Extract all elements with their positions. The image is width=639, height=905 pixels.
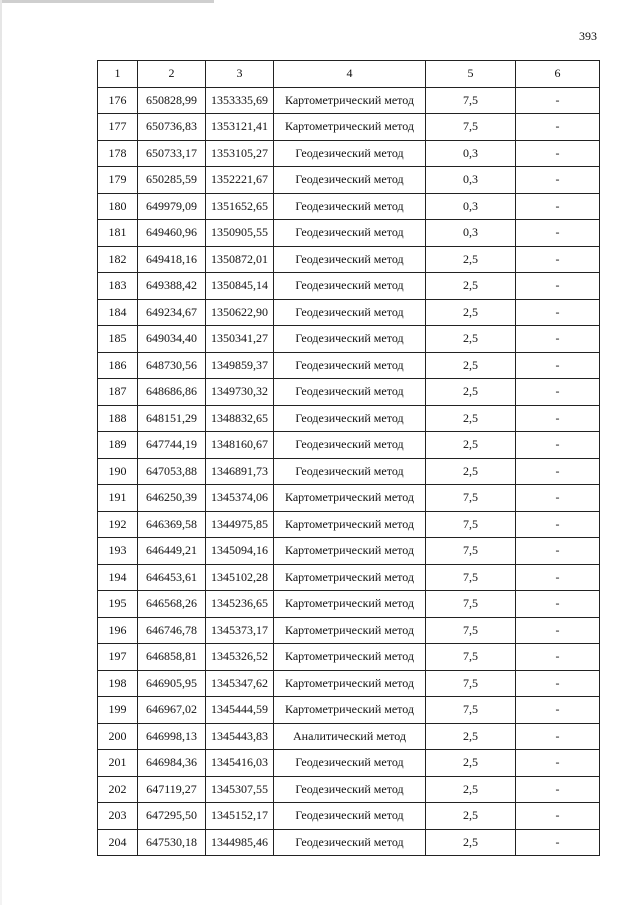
method-cell: Картометрический метод [274,538,426,565]
note-cell: - [516,670,600,697]
x-coordinate-cell: 647119,27 [138,776,206,803]
method-cell: Геодезический метод [274,458,426,485]
point-number-cell: 178 [98,140,138,167]
method-cell: Геодезический метод [274,829,426,856]
accuracy-cell: 2,5 [426,432,516,459]
y-coordinate-cell: 1345102,28 [206,564,274,591]
method-cell: Геодезический метод [274,803,426,830]
y-coordinate-cell: 1345444,59 [206,697,274,724]
y-coordinate-cell: 1346891,73 [206,458,274,485]
point-number-cell: 195 [98,591,138,618]
y-coordinate-cell: 1345416,03 [206,750,274,777]
header-cell-3: 3 [206,61,274,88]
accuracy-cell: 2,5 [426,299,516,326]
x-coordinate-cell: 650285,59 [138,167,206,194]
accuracy-cell: 2,5 [426,379,516,406]
method-cell: Геодезический метод [274,299,426,326]
y-coordinate-cell: 1351652,65 [206,193,274,220]
accuracy-cell: 7,5 [426,564,516,591]
table-row [98,273,600,300]
accuracy-cell: 2,5 [426,352,516,379]
table-row [98,723,600,750]
table-row [98,87,600,114]
method-cell: Картометрический метод [274,670,426,697]
method-cell: Геодезический метод [274,273,426,300]
y-coordinate-cell: 1353105,27 [206,140,274,167]
x-coordinate-cell: 650736,83 [138,114,206,141]
point-number-cell: 197 [98,644,138,671]
header-cell-5: 5 [426,61,516,88]
x-coordinate-cell: 646568,26 [138,591,206,618]
table-row [98,326,600,353]
note-cell: - [516,379,600,406]
accuracy-cell: 7,5 [426,485,516,512]
y-coordinate-cell: 1345443,83 [206,723,274,750]
x-coordinate-cell: 647053,88 [138,458,206,485]
y-coordinate-cell: 1345094,16 [206,538,274,565]
point-number-cell: 179 [98,167,138,194]
note-cell: - [516,458,600,485]
note-cell: - [516,352,600,379]
table-row [98,193,600,220]
method-cell: Геодезический метод [274,220,426,247]
table-row [98,803,600,830]
y-coordinate-cell: 1345347,62 [206,670,274,697]
table-row [98,617,600,644]
method-cell: Картометрический метод [274,114,426,141]
x-coordinate-cell: 646449,21 [138,538,206,565]
method-cell: Геодезический метод [274,379,426,406]
x-coordinate-cell: 647744,19 [138,432,206,459]
accuracy-cell: 7,5 [426,114,516,141]
coordinates-table [97,60,600,856]
point-number-cell: 185 [98,326,138,353]
method-cell: Геодезический метод [274,432,426,459]
note-cell: - [516,803,600,830]
scan-edge-mark-left [0,0,2,905]
header-cell-6: 6 [516,61,600,88]
y-coordinate-cell: 1348832,65 [206,405,274,432]
method-cell: Картометрический метод [274,617,426,644]
accuracy-cell: 2,5 [426,829,516,856]
point-number-cell: 193 [98,538,138,565]
point-number-cell: 202 [98,776,138,803]
point-number-cell: 184 [98,299,138,326]
accuracy-cell: 2,5 [426,750,516,777]
table-row [98,644,600,671]
table-row [98,776,600,803]
table-row [98,458,600,485]
accuracy-cell: 0,3 [426,167,516,194]
accuracy-cell: 0,3 [426,220,516,247]
accuracy-cell: 2,5 [426,405,516,432]
x-coordinate-cell: 646905,95 [138,670,206,697]
note-cell: - [516,114,600,141]
method-cell: Картометрический метод [274,591,426,618]
note-cell: - [516,776,600,803]
accuracy-cell: 7,5 [426,87,516,114]
table-row [98,246,600,273]
note-cell: - [516,220,600,247]
table-row [98,140,600,167]
point-number-cell: 182 [98,246,138,273]
note-cell: - [516,299,600,326]
y-coordinate-cell: 1344975,85 [206,511,274,538]
accuracy-cell: 2,5 [426,326,516,353]
point-number-cell: 177 [98,114,138,141]
note-cell: - [516,326,600,353]
x-coordinate-cell: 646453,61 [138,564,206,591]
point-number-cell: 186 [98,352,138,379]
x-coordinate-cell: 646984,36 [138,750,206,777]
method-cell: Аналитический метод [274,723,426,750]
accuracy-cell: 0,3 [426,193,516,220]
x-coordinate-cell: 650828,99 [138,87,206,114]
table-row [98,485,600,512]
header-row [98,61,600,88]
point-number-cell: 198 [98,670,138,697]
y-coordinate-cell: 1350341,27 [206,326,274,353]
y-coordinate-cell: 1345373,17 [206,617,274,644]
accuracy-cell: 7,5 [426,617,516,644]
y-coordinate-cell: 1345152,17 [206,803,274,830]
x-coordinate-cell: 648730,56 [138,352,206,379]
point-number-cell: 200 [98,723,138,750]
accuracy-cell: 2,5 [426,723,516,750]
point-number-cell: 196 [98,617,138,644]
point-number-cell: 201 [98,750,138,777]
x-coordinate-cell: 649418,16 [138,246,206,273]
x-coordinate-cell: 649388,42 [138,273,206,300]
x-coordinate-cell: 647530,18 [138,829,206,856]
method-cell: Картометрический метод [274,564,426,591]
header-cell-1: 1 [98,61,138,88]
x-coordinate-cell: 649460,96 [138,220,206,247]
point-number-cell: 199 [98,697,138,724]
x-coordinate-cell: 648686,86 [138,379,206,406]
table-row [98,432,600,459]
point-number-cell: 204 [98,829,138,856]
x-coordinate-cell: 649979,09 [138,193,206,220]
accuracy-cell: 7,5 [426,644,516,671]
table-row [98,167,600,194]
point-number-cell: 189 [98,432,138,459]
scan-edge-mark-top [0,0,214,3]
x-coordinate-cell: 646967,02 [138,697,206,724]
accuracy-cell: 2,5 [426,273,516,300]
note-cell: - [516,246,600,273]
table-row [98,352,600,379]
note-cell: - [516,538,600,565]
accuracy-cell: 2,5 [426,803,516,830]
note-cell: - [516,273,600,300]
method-cell: Геодезический метод [274,750,426,777]
point-number-cell: 187 [98,379,138,406]
accuracy-cell: 7,5 [426,538,516,565]
y-coordinate-cell: 1353121,41 [206,114,274,141]
table-row [98,379,600,406]
method-cell: Картометрический метод [274,87,426,114]
method-cell: Картометрический метод [274,644,426,671]
point-number-cell: 181 [98,220,138,247]
point-number-cell: 191 [98,485,138,512]
note-cell: - [516,617,600,644]
x-coordinate-cell: 646998,13 [138,723,206,750]
note-cell: - [516,511,600,538]
y-coordinate-cell: 1350622,90 [206,299,274,326]
table-row [98,299,600,326]
accuracy-cell: 2,5 [426,776,516,803]
note-cell: - [516,87,600,114]
table-row [98,591,600,618]
note-cell: - [516,432,600,459]
accuracy-cell: 7,5 [426,670,516,697]
y-coordinate-cell: 1345236,65 [206,591,274,618]
note-cell: - [516,405,600,432]
note-cell: - [516,167,600,194]
table-row [98,670,600,697]
table-row [98,114,600,141]
note-cell: - [516,193,600,220]
table-row [98,750,600,777]
note-cell: - [516,485,600,512]
method-cell: Геодезический метод [274,405,426,432]
accuracy-cell: 2,5 [426,458,516,485]
table-row [98,829,600,856]
method-cell: Геодезический метод [274,246,426,273]
page-number: 393 [579,29,597,43]
point-number-cell: 183 [98,273,138,300]
method-cell: Геодезический метод [274,140,426,167]
table-row [98,511,600,538]
accuracy-cell: 2,5 [426,246,516,273]
method-cell: Геодезический метод [274,326,426,353]
y-coordinate-cell: 1345307,55 [206,776,274,803]
point-number-cell: 176 [98,87,138,114]
note-cell: - [516,697,600,724]
method-cell: Геодезический метод [274,352,426,379]
point-number-cell: 194 [98,564,138,591]
point-number-cell: 203 [98,803,138,830]
method-cell: Геодезический метод [274,167,426,194]
method-cell: Геодезический метод [274,193,426,220]
x-coordinate-cell: 646858,81 [138,644,206,671]
table-row [98,697,600,724]
note-cell: - [516,750,600,777]
note-cell: - [516,829,600,856]
x-coordinate-cell: 650733,17 [138,140,206,167]
table-row [98,405,600,432]
table-body [98,87,600,856]
y-coordinate-cell: 1352221,67 [206,167,274,194]
y-coordinate-cell: 1353335,69 [206,87,274,114]
x-coordinate-cell: 647295,50 [138,803,206,830]
y-coordinate-cell: 1344985,46 [206,829,274,856]
x-coordinate-cell: 649234,67 [138,299,206,326]
point-number-cell: 180 [98,193,138,220]
table-row [98,538,600,565]
y-coordinate-cell: 1350905,55 [206,220,274,247]
point-number-cell: 188 [98,405,138,432]
method-cell: Картометрический метод [274,511,426,538]
table-row [98,220,600,247]
accuracy-cell: 7,5 [426,591,516,618]
y-coordinate-cell: 1350845,14 [206,273,274,300]
note-cell: - [516,591,600,618]
method-cell: Картометрический метод [274,485,426,512]
x-coordinate-cell: 646250,39 [138,485,206,512]
y-coordinate-cell: 1349730,32 [206,379,274,406]
y-coordinate-cell: 1349859,37 [206,352,274,379]
note-cell: - [516,644,600,671]
method-cell: Геодезический метод [274,776,426,803]
accuracy-cell: 7,5 [426,511,516,538]
header-cell-2: 2 [138,61,206,88]
x-coordinate-cell: 646746,78 [138,617,206,644]
point-number-cell: 192 [98,511,138,538]
table-row [98,564,600,591]
y-coordinate-cell: 1350872,01 [206,246,274,273]
x-coordinate-cell: 649034,40 [138,326,206,353]
note-cell: - [516,564,600,591]
header-cell-4: 4 [274,61,426,88]
accuracy-cell: 7,5 [426,697,516,724]
y-coordinate-cell: 1345326,52 [206,644,274,671]
y-coordinate-cell: 1345374,06 [206,485,274,512]
x-coordinate-cell: 646369,58 [138,511,206,538]
method-cell: Картометрический метод [274,697,426,724]
note-cell: - [516,723,600,750]
y-coordinate-cell: 1348160,67 [206,432,274,459]
note-cell: - [516,140,600,167]
accuracy-cell: 0,3 [426,140,516,167]
x-coordinate-cell: 648151,29 [138,405,206,432]
point-number-cell: 190 [98,458,138,485]
